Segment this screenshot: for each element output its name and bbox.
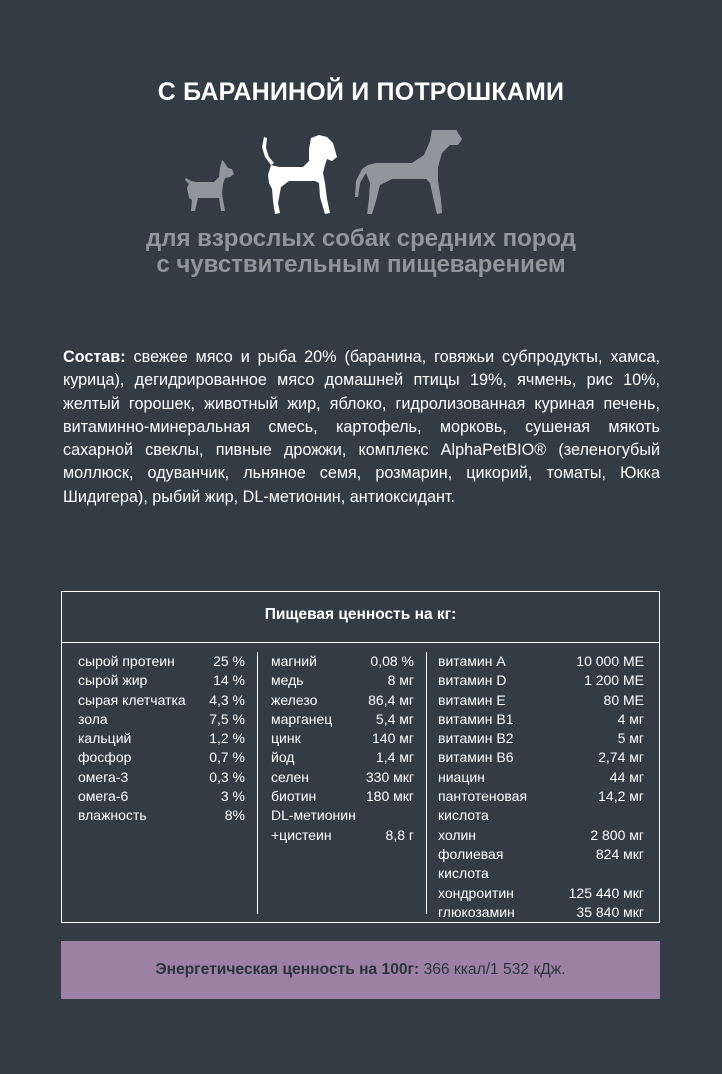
nutrient-row [271, 748, 414, 767]
nutrient-value: 80 МЕ [603, 691, 644, 708]
nutrient-name: пантотеновая [438, 788, 528, 805]
nutrient-value: 86,4 мг [368, 691, 414, 708]
composition-text [63, 346, 660, 509]
nutrient-row [438, 845, 644, 864]
nutrient-name: витамин B1 [438, 710, 514, 727]
nutrient-name: влажность [78, 807, 147, 824]
nutrient-name: омега-3 [78, 768, 129, 785]
nutrient-name: кислота [438, 807, 489, 824]
nutrient-value: 125 440 мкг [568, 884, 644, 901]
column-divider [257, 652, 258, 914]
nutrient-value: 4,3 % [209, 691, 245, 708]
nutrient-name: сырая клетчатка [78, 691, 186, 708]
large-dog-icon [355, 130, 462, 214]
dog-size-icons [0, 130, 722, 220]
nutrient-name: витамин A [438, 653, 506, 669]
nutrient-value: 2 800 мг [590, 826, 644, 843]
nutrient-value: 5,4 мг [375, 710, 414, 727]
nutrient-name: витамин D [438, 672, 507, 689]
nutrient-row [78, 691, 245, 710]
nutrient-value: 8 мг [387, 672, 414, 689]
nutrient-name: селен [271, 768, 310, 785]
nutrient-name: марганец [271, 710, 333, 727]
nutrient-name: витамин B2 [438, 730, 514, 747]
nutrient-row [438, 806, 644, 825]
nutrient-value: 824 мкг [595, 845, 644, 862]
nutrient-name: биотин [271, 788, 317, 805]
nutrient-value: 1,4 мг [375, 749, 414, 766]
nutrient-value: 25 % [213, 653, 245, 669]
nutrient-value: 1,2 % [209, 730, 245, 747]
small-dog-icon [185, 160, 234, 211]
energy-label: Энергетическая ценность на 100г: [155, 961, 420, 978]
nutrient-name: медь [271, 672, 304, 689]
nutrient-row [271, 671, 414, 690]
nutrient-row [438, 652, 644, 671]
medium-dog-icon [262, 135, 337, 214]
nutrient-name: кальций [78, 730, 132, 747]
nutrient-value: 330 мкг [365, 768, 414, 785]
nutrient-row [438, 748, 644, 767]
energy-value: 366 ккал/1 532 кДж. [419, 961, 566, 978]
nutrient-name: зола [78, 710, 108, 727]
nutrient-row [271, 729, 414, 748]
nutrient-row [271, 768, 414, 787]
nutrient-value: 0,08 % [370, 653, 414, 669]
nutrient-value: 0,3 % [209, 768, 245, 785]
nutrient-row [271, 826, 414, 845]
nutrient-name: сырой протеин [78, 653, 175, 669]
nutrition-column-vitamins [438, 652, 644, 922]
nutrient-value: 140 мг [372, 730, 414, 747]
nutrient-row [438, 671, 644, 690]
nutrient-name: йод [271, 749, 295, 766]
nutrient-name: магний [271, 653, 317, 669]
nutrient-row [438, 864, 644, 883]
nutrient-value: 180 мкг [365, 788, 414, 805]
nutrient-row [438, 768, 644, 787]
nutrient-name: омега-6 [78, 788, 129, 805]
nutrient-name: холин [438, 826, 477, 843]
nutrient-row [438, 903, 644, 922]
nutrient-row [271, 710, 414, 729]
nutrient-name: +цистеин [271, 826, 332, 843]
nutrient-name: ниацин [438, 768, 485, 785]
nutrient-row [271, 787, 414, 806]
nutrition-table-title: Пищевая ценность на кг: [264, 606, 457, 623]
subtitle-line-1: для взрослых собак средних пород [145, 225, 577, 252]
nutrient-row [271, 652, 414, 671]
nutrient-name: DL-метионин [271, 807, 356, 824]
nutrient-value: 7,5 % [209, 710, 245, 727]
nutrient-row [78, 748, 245, 767]
nutrient-value: 14 % [213, 672, 245, 689]
nutrient-value: 2,74 мг [598, 749, 644, 766]
nutrition-table-divider [62, 642, 659, 643]
nutrient-row [78, 806, 245, 825]
nutrient-row [78, 710, 245, 729]
nutrition-column-minerals [271, 652, 414, 845]
nutrient-row [78, 787, 245, 806]
nutrition-table [61, 591, 660, 923]
nutrient-name: витамин B6 [438, 749, 514, 766]
nutrient-name: фолиевая [438, 845, 504, 862]
nutrient-row [271, 691, 414, 710]
composition-ingredients: свежее мясо и рыба 20% (баранина, говяжьи субпродукты, хамса, курица), дегидрированное мясо домашней птицы 19%, ячмень, рис 10%, желтый горошек, животный жир, яблоко, гидролизованная куриная печень, витаминно-минеральная смесь, картофель, морковь, сушеная мякоть сахарной свеклы, пивные дрожжи, комплекс AlphaPetBIO® (зеленогубый моллюск, одуванчик, льняное семя, розмарин, цикорий, томаты, Юкка Шидигера), рыбий жир, DL-метионин, антиоксидант. [63, 348, 660, 506]
nutrient-row [78, 768, 245, 787]
nutrient-value: 3 % [220, 788, 245, 805]
nutrient-name: глюкозамин [438, 903, 515, 920]
nutrient-row [78, 652, 245, 671]
nutrient-value: 4 мг [617, 710, 644, 727]
nutrient-value: 14,2 мг [598, 788, 644, 805]
column-divider [426, 652, 427, 914]
nutrient-value: 8% [224, 807, 245, 824]
subtitle [0, 226, 722, 278]
nutrient-name: цинк [271, 730, 301, 747]
nutrient-name: железо [271, 691, 318, 708]
nutrient-value: 0,7 % [209, 749, 245, 766]
nutrient-row [438, 787, 644, 806]
nutrient-value: 5 мг [617, 730, 644, 747]
nutrient-row [78, 729, 245, 748]
product-title: С БАРАНИНОЙ И ПОТРОШКАМИ [157, 78, 565, 106]
nutrient-name: хондроитин [438, 884, 514, 901]
energy-value-band [61, 941, 660, 999]
nutrient-value: 35 840 мкг [576, 903, 644, 920]
nutrient-value: 1 200 МЕ [584, 672, 644, 689]
subtitle-line-2: с чувствительным пищеварением [156, 251, 566, 278]
nutrient-value: 8,8 г [385, 826, 414, 843]
nutrient-name: сырой жир [78, 672, 148, 689]
nutrient-row [438, 710, 644, 729]
nutrient-name: фосфор [78, 749, 132, 766]
nutrient-row [438, 884, 644, 903]
nutrient-row [78, 671, 245, 690]
nutrient-row [438, 826, 644, 845]
nutrient-row [438, 691, 644, 710]
nutrient-name: кислота [438, 865, 489, 882]
nutrient-row [438, 729, 644, 748]
nutrient-row [271, 806, 414, 825]
nutrient-name: витамин E [438, 691, 506, 708]
composition-label: Состав: [63, 348, 126, 366]
nutrient-value: 10 000 МЕ [576, 653, 644, 669]
nutrient-value: 44 мг [609, 768, 644, 785]
nutrition-column-basic [78, 652, 245, 826]
